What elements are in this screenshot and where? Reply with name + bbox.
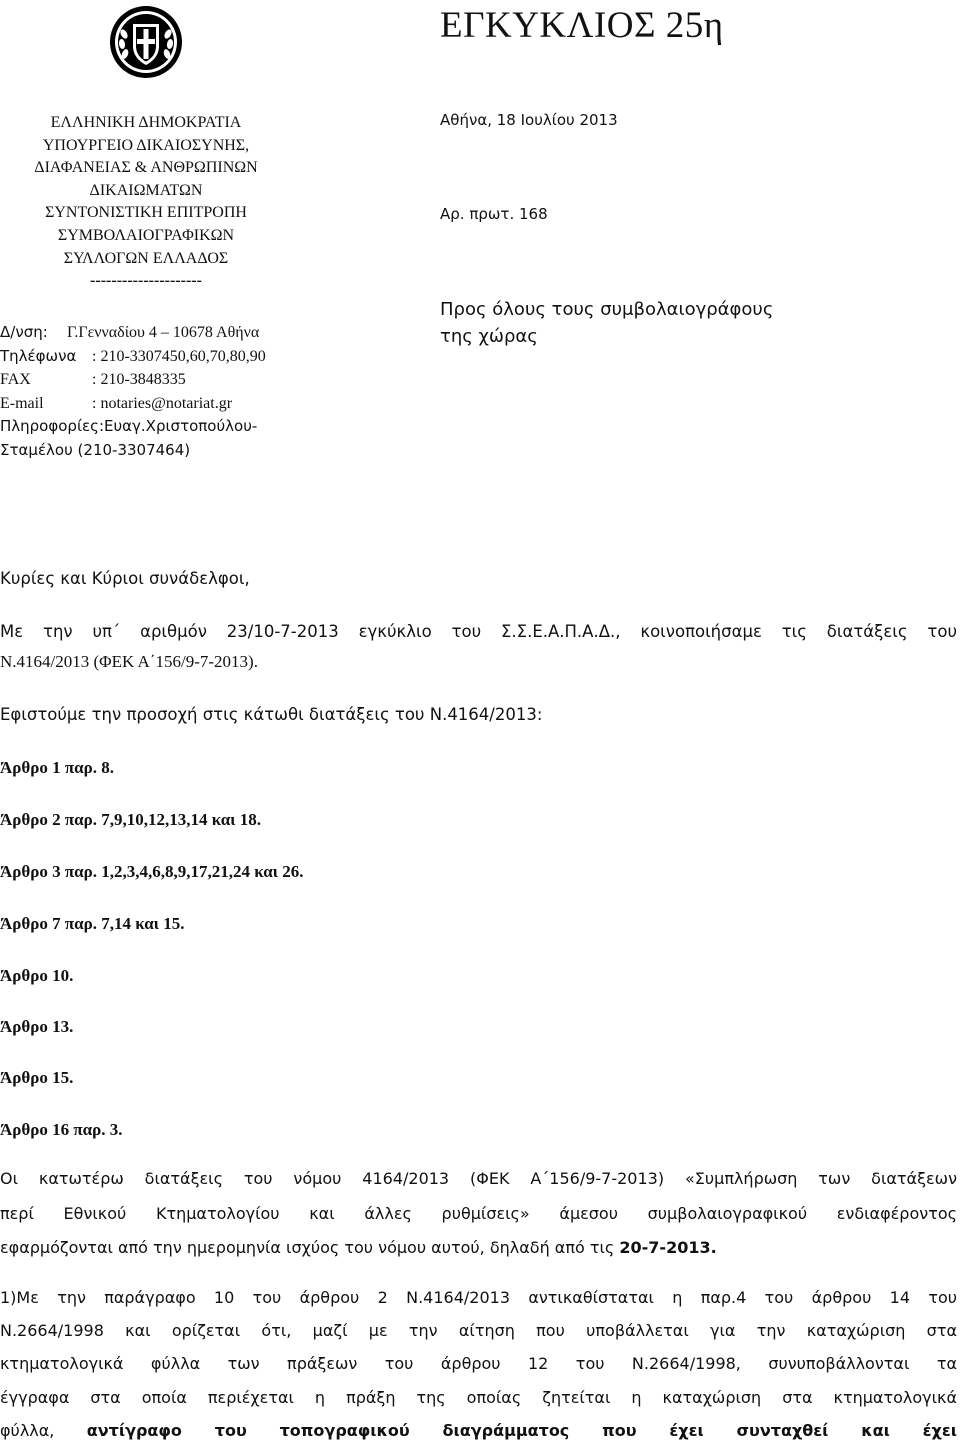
- paragraph-line: Ν.4164/2013 (ΦΕΚ Α΄156/9-7-2013).: [0, 652, 258, 671]
- paragraph-line: Εφιστούμε την προσοχή στις κάτωθι διατάξεις του Ν.4164/2013:: [0, 705, 543, 724]
- protocol-number: Αρ. πρωτ. 168: [440, 205, 548, 223]
- sender-line: ΔΙΑΦΑΝΕΙΑΣ & ΑΝΘΡΩΠΙΝΩΝ: [34, 159, 258, 177]
- fax-row: [0, 368, 300, 392]
- sender-line: ΣΥΛΛΟΓΩΝ ΕΛΛΑΔΟΣ: [63, 249, 229, 267]
- article-item: Άρθρο 3 παρ. 1,2,3,4,6,8,9,17,21,24 και 26.: [0, 862, 304, 881]
- sender-line: ΥΠΟΥΡΓΕΙΟ ΔΙΚΑΙΟΣΥΝΗΣ,: [42, 136, 250, 154]
- paragraph-line: Ν.2664/1998 και ορίζεται ότι, μαζί με την αίτηση που υποβάλλεται για την καταχώριση στα: [0, 1321, 957, 1340]
- article-item: Άρθρο 13.: [0, 1017, 74, 1036]
- article-item: Άρθρο 16 παρ. 3.: [0, 1120, 123, 1139]
- effective-date: 20-7-2013.: [619, 1238, 717, 1257]
- phone-row: [0, 345, 300, 369]
- paragraph-line: [0, 1421, 957, 1440]
- paragraph-line: 1)Με την παράγραφο 10 του άρθρου 2 Ν.4164/2013 αντικαθίσταται η παρ.4 του άρθρου 14 του: [0, 1288, 957, 1307]
- article-item: Άρθρο 2 παρ. 7,9,10,12,13,14 και 18.: [0, 810, 261, 829]
- fax-label: FAX: [0, 371, 31, 389]
- email-row: [0, 392, 300, 416]
- phone-value: : 210-3307450,60,70,80,90: [92, 347, 266, 365]
- recipients-line: Προς όλους τους συμβολαιογράφους: [440, 299, 774, 320]
- letter-date: Αθήνα, 18 Ιουλίου 2013: [440, 111, 618, 129]
- sender-line: ΣΥΜΒΟΛΑΙΟΓΡΑΦΙΚΩΝ: [57, 226, 235, 244]
- article-item: Άρθρο 7 παρ. 7,14 και 15.: [0, 914, 185, 933]
- paragraph-text: εφαρμόζονται από την ημερομηνία ισχύος του νόμου αυτού, δηλαδή από τις: [0, 1238, 615, 1257]
- greek-emblem-icon: [108, 4, 184, 80]
- sender-line: ΕΛΛΗΝΙΚΗ ΔΗΜΟΚΡΑΤΙΑ: [50, 114, 242, 131]
- fax-value: : 210-3848335: [92, 371, 186, 389]
- email-value: : notaries@notariat.gr: [92, 394, 233, 412]
- paragraph-line: Με την υπ΄ αριθμόν 23/10-7-2013 εγκύκλιο του Σ.Σ.Ε.Α.Π.Α.Δ., κοινοποιήσαμε τις διατάξεις του: [0, 622, 957, 641]
- circular-title: ΕΓΚΥΚΛΙΟΣ 25η: [440, 5, 724, 46]
- paragraph-text: φύλλα,: [0, 1421, 55, 1440]
- article-item: Άρθρο 15.: [0, 1068, 74, 1087]
- paragraph-line: περί Εθνικού Κτηματολογίου και άλλες ρυθμίσεις» άμεσου συμβολαιογραφικού ενδιαφέροντος: [0, 1204, 957, 1223]
- salutation: Κυρίες και Κύριοι συνάδελφοι,: [0, 569, 250, 588]
- address-value: Γ.Γενναδίου 4 – 10678 Αθήνα: [67, 324, 260, 341]
- address-label: Δ/νση:: [0, 323, 48, 341]
- contact-block: [0, 321, 300, 463]
- sender-block: [0, 112, 292, 293]
- phone-label: Τηλέφωνα: [0, 346, 77, 365]
- paragraph-line: [0, 1238, 717, 1257]
- info-line: Σταμέλου (210-3307464): [0, 440, 191, 459]
- emphasized-text: αντίγραφο του τοπογραφικού διαγράμματος που έχει συνταχθεί και έχει: [86, 1421, 957, 1440]
- article-item: Άρθρο 10.: [0, 966, 74, 985]
- info-line: Πληροφορίες:Ευαγ.Χριστοπούλου-: [0, 417, 258, 436]
- address-row: [0, 321, 300, 345]
- email-label: E-mail: [0, 394, 44, 412]
- recipients-line: της χώρας: [440, 326, 538, 347]
- sender-line: ΔΙΚΑΙΩΜΑΤΩΝ: [89, 181, 203, 199]
- sender-line: ---------------------: [90, 272, 202, 290]
- article-item: Άρθρο 1 παρ. 8.: [0, 758, 114, 777]
- paragraph-line: κτηματολογικά φύλλα των πράξεων του άρθρου 12 του Ν.2664/1998, συνυποβάλλονται τα: [0, 1354, 957, 1373]
- paragraph-line: έγγραφα στα οποία περιέχεται η πράξη της οποίας ζητείται η καταχώριση στα κτηματολογικά: [0, 1388, 957, 1407]
- sender-line: ΣΥΝΤΟΝΙΣΤΙΚΗ ΕΠΙΤΡΟΠΗ: [45, 204, 247, 222]
- paragraph-line: Οι κατωτέρω διατάξεις του νόμου 4164/2013 (ΦΕΚ Α΄156/9-7-2013) «Συμπλήρωση των διατάξεων: [0, 1169, 957, 1188]
